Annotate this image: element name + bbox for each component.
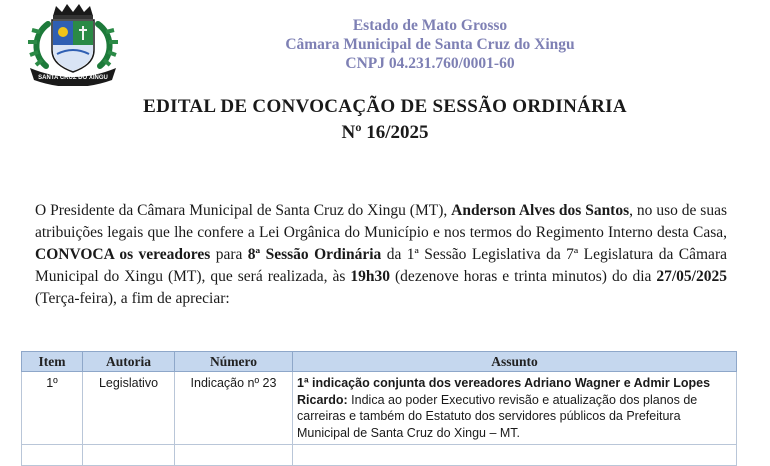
cell-autoria: Legislativo <box>83 372 175 445</box>
paragraph-text: , no uso de suas atribuições legais que lhe confere a Lei Orgânica do Município e nos termos do Regimento Interno desta Casa, <box>35 202 727 241</box>
header-chamber: Câmara Municipal de Santa Cruz do Xingu <box>285 36 575 53</box>
crest-ribbon-text: SANTA CRUZ DO XINGU <box>38 75 108 81</box>
document-title: EDITAL DE CONVOCAÇÃO DE SESSÃO ORDINÁRIA <box>143 96 627 117</box>
table-header-row <box>22 352 737 372</box>
table-row-partial <box>22 445 737 466</box>
session-date: 27/05/2025 <box>656 268 727 285</box>
paragraph-text: (dezenove horas e trinta minutos) do dia <box>390 268 657 285</box>
cell-item: 1º <box>22 372 83 445</box>
header-state: Estado de Mato Grosso <box>352 17 508 34</box>
municipal-crest <box>20 2 126 86</box>
header-cnpj: CNPJ 04.231.760/0001-60 <box>345 55 515 72</box>
assunto-bold: 1ª indicação conjunta dos vereadores Adriano Wagner e Admir Lopes Ricardo: <box>297 376 711 407</box>
paragraph-text: (Terça-feira), a fim de apreciar: <box>35 290 230 307</box>
session-name: 8ª Sessão Ordinária <box>247 246 382 263</box>
cell-empty <box>22 445 83 466</box>
letterhead <box>230 16 630 73</box>
president-name: Anderson Alves dos Santos <box>451 202 630 219</box>
header-item: Item <box>22 352 83 372</box>
document-number: Nº 16/2025 <box>341 122 429 143</box>
cell-empty <box>293 445 737 466</box>
header-autoria: Autoria <box>83 352 175 372</box>
assunto-text: Indica ao poder Executivo revisão e atualização dos planos de carreiras e também do Estatuto dos servidores públicos da Prefeitura Municipal de Santa Cruz do Xingu – MT. <box>297 392 698 440</box>
cell-empty <box>175 445 293 466</box>
cell-empty <box>83 445 175 466</box>
header-numero: Número <box>175 352 293 372</box>
agenda-table <box>21 351 737 466</box>
cell-assunto <box>293 372 737 445</box>
paragraph-text: para <box>210 246 248 263</box>
convocation-paragraph <box>35 200 727 310</box>
paragraph-text: da 1ª Sessão Legislativa da 7ª Legislatura da Câmara Municipal do Xingu (MT), que será realizada, às <box>35 246 727 285</box>
header-assunto: Assunto <box>293 352 737 372</box>
paragraph-text: O Presidente da Câmara Municipal de Santa Cruz do Xingu (MT), <box>35 202 452 219</box>
table-row <box>22 372 737 445</box>
convoca-phrase: CONVOCA os vereadores <box>35 246 211 263</box>
cell-numero: Indicação nº 23 <box>175 372 293 445</box>
session-time: 19h30 <box>350 268 391 285</box>
